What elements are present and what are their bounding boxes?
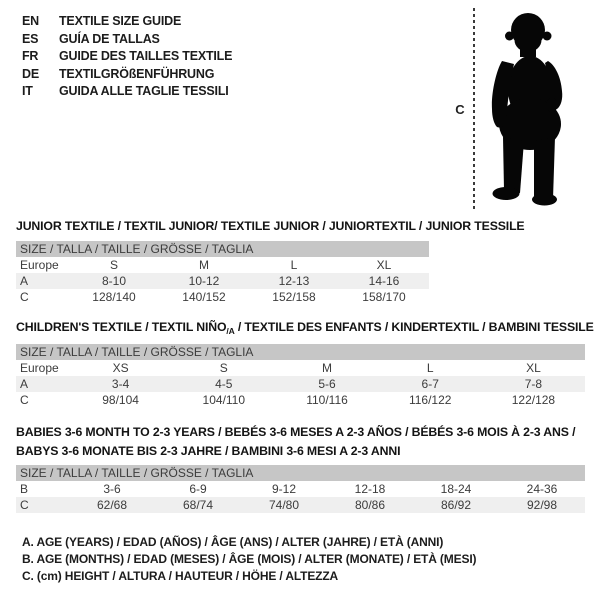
language-row-en bbox=[22, 13, 232, 31]
size-cell: XS bbox=[112, 361, 129, 375]
size-header-label: SIZE / TALLA / TAILLE / GRÖSSE / TAGLIA bbox=[20, 345, 254, 359]
measure-legend bbox=[22, 534, 476, 586]
size-cell: L bbox=[290, 258, 298, 272]
row-label: C bbox=[20, 290, 29, 304]
row-label: C bbox=[20, 393, 29, 407]
size-cell: L bbox=[426, 361, 434, 375]
row-label: C bbox=[20, 498, 29, 512]
legend-line-c: C. (cm) HEIGHT / ALTURA / HAUTEUR / HÖHE / ALTEZZA bbox=[22, 569, 339, 584]
height-label-c: C bbox=[455, 102, 465, 117]
language-code: EN bbox=[22, 14, 39, 28]
babies-size-table bbox=[16, 465, 585, 513]
language-code: IT bbox=[22, 84, 33, 98]
height-cell: 116/122 bbox=[408, 393, 452, 407]
language-row-de bbox=[22, 66, 232, 84]
children-title-pre: CHILDREN'S TEXTILE / TEXTIL NIÑO bbox=[16, 320, 227, 334]
height-cell: 62/68 bbox=[96, 498, 128, 512]
table-row-months bbox=[16, 481, 585, 497]
size-cell: S bbox=[109, 258, 118, 272]
age-cell: 8-10 bbox=[101, 274, 127, 288]
size-cell: XL bbox=[526, 361, 541, 375]
months-cell: 12-18 bbox=[354, 482, 386, 496]
row-label: A bbox=[20, 274, 29, 288]
months-cell: 6-9 bbox=[189, 482, 207, 496]
size-table-header bbox=[16, 465, 585, 481]
language-title: GUIDA ALLE TAGLIE TESSILI bbox=[59, 84, 229, 98]
months-cell: 9-12 bbox=[271, 482, 297, 496]
height-cell: 158/170 bbox=[362, 290, 406, 304]
legend-line-b: B. AGE (MONTHS) / EDAD (MESES) / ÂGE (MOIS) / ALTER (MONATE) / ETÀ (MESI) bbox=[22, 552, 477, 567]
junior-size-table bbox=[16, 241, 429, 305]
language-row-es bbox=[22, 31, 232, 49]
children-title-post: / TEXTILE DES ENFANTS / KINDERTEXTIL / BAMBINI TESSILE bbox=[234, 320, 594, 334]
size-cell: M bbox=[199, 258, 209, 272]
language-code: DE bbox=[22, 66, 39, 81]
row-label: Europe bbox=[20, 258, 59, 272]
size-header-label: SIZE / TALLA / TAILLE / GRÖSSE / TAGLIA bbox=[20, 242, 254, 256]
language-code: ES bbox=[22, 31, 39, 46]
months-cell: 3-6 bbox=[103, 482, 121, 496]
age-cell: 12-13 bbox=[278, 274, 310, 288]
height-cell: 122/128 bbox=[511, 393, 556, 407]
babies-textile-section bbox=[16, 423, 585, 512]
height-dashed-line bbox=[473, 8, 475, 210]
legend-line-a: A. AGE (YEARS) / EDAD (AÑOS) / ÂGE (ANS) / ALTER (JAHRE) / ETÀ (ANNI) bbox=[22, 535, 444, 549]
table-row-europe bbox=[16, 257, 429, 273]
language-title: TEXTILE SIZE GUIDE bbox=[59, 14, 182, 28]
height-cell: 140/152 bbox=[182, 290, 226, 304]
language-title: GUÍA DE TALLAS bbox=[59, 31, 160, 46]
age-cell: 6-7 bbox=[421, 377, 439, 391]
toddler-silhouette-icon bbox=[483, 9, 577, 208]
language-title: TEXTILGRÖßENFÜHRUNG bbox=[59, 66, 215, 81]
language-title-list bbox=[22, 13, 232, 101]
children-title-subscript: /A bbox=[226, 326, 235, 336]
junior-section-title: JUNIOR TEXTILE / TEXTIL JUNIOR/ TEXTILE JUNIOR / JUNIORTEXTIL / JUNIOR TESSILE bbox=[16, 219, 525, 233]
months-cell: 24-36 bbox=[526, 482, 558, 496]
height-cell: 104/110 bbox=[202, 393, 246, 407]
height-cell: 74/80 bbox=[268, 498, 300, 512]
table-row-age bbox=[16, 273, 429, 289]
height-cell: 86/92 bbox=[440, 498, 472, 512]
height-cell: 128/140 bbox=[92, 290, 136, 304]
language-row-it bbox=[22, 83, 232, 101]
row-label: B bbox=[20, 482, 29, 496]
size-header-label: SIZE / TALLA / TAILLE / GRÖSSE / TAGLIA bbox=[20, 466, 254, 480]
height-cell: 110/116 bbox=[306, 393, 348, 407]
children-size-table bbox=[16, 344, 585, 408]
height-cell: 98/104 bbox=[102, 393, 139, 407]
table-row-europe bbox=[16, 360, 585, 376]
junior-textile-section bbox=[16, 217, 525, 304]
age-cell: 4-5 bbox=[215, 377, 233, 391]
table-row-height bbox=[16, 392, 585, 408]
table-row-age bbox=[16, 376, 585, 392]
age-cell: 3-4 bbox=[111, 377, 130, 391]
size-cell: S bbox=[219, 361, 228, 375]
size-cell: M bbox=[322, 361, 332, 375]
table-row-height bbox=[16, 289, 429, 305]
children-textile-section bbox=[16, 318, 594, 407]
row-label: Europe bbox=[20, 361, 59, 375]
age-cell: 5-6 bbox=[318, 377, 336, 391]
table-row-height bbox=[16, 497, 585, 513]
age-cell: 10-12 bbox=[188, 274, 220, 288]
language-row-fr bbox=[22, 48, 232, 66]
height-cell: 80/86 bbox=[354, 498, 386, 512]
row-label: A bbox=[20, 377, 29, 391]
language-code: FR bbox=[22, 49, 39, 63]
babies-section-title-line1: BABIES 3-6 MONTH TO 2-3 YEARS / BEBÉS 3-6 MESES A 2-3 AÑOS / BÉBÉS 3-6 MOIS À 2-3 ANS / bbox=[16, 425, 576, 439]
size-table-header bbox=[16, 241, 429, 257]
age-cell: 14-16 bbox=[368, 274, 400, 288]
size-cell: XL bbox=[376, 258, 392, 272]
language-title: GUIDE DES TAILLES TEXTILE bbox=[59, 49, 233, 63]
age-cell: 7-8 bbox=[524, 377, 543, 391]
height-cell: 152/158 bbox=[272, 290, 316, 304]
height-cell: 68/74 bbox=[182, 498, 214, 512]
months-cell: 18-24 bbox=[440, 482, 472, 496]
height-cell: 92/98 bbox=[526, 498, 558, 512]
height-measure-figure bbox=[440, 0, 600, 215]
children-section-title bbox=[16, 318, 594, 341]
size-table-header bbox=[16, 344, 585, 360]
babies-section-title-line2: BABYS 3-6 MONATE BIS 2-3 JAHRE / BAMBINI 3-6 MESI A 2-3 ANNI bbox=[16, 444, 401, 458]
